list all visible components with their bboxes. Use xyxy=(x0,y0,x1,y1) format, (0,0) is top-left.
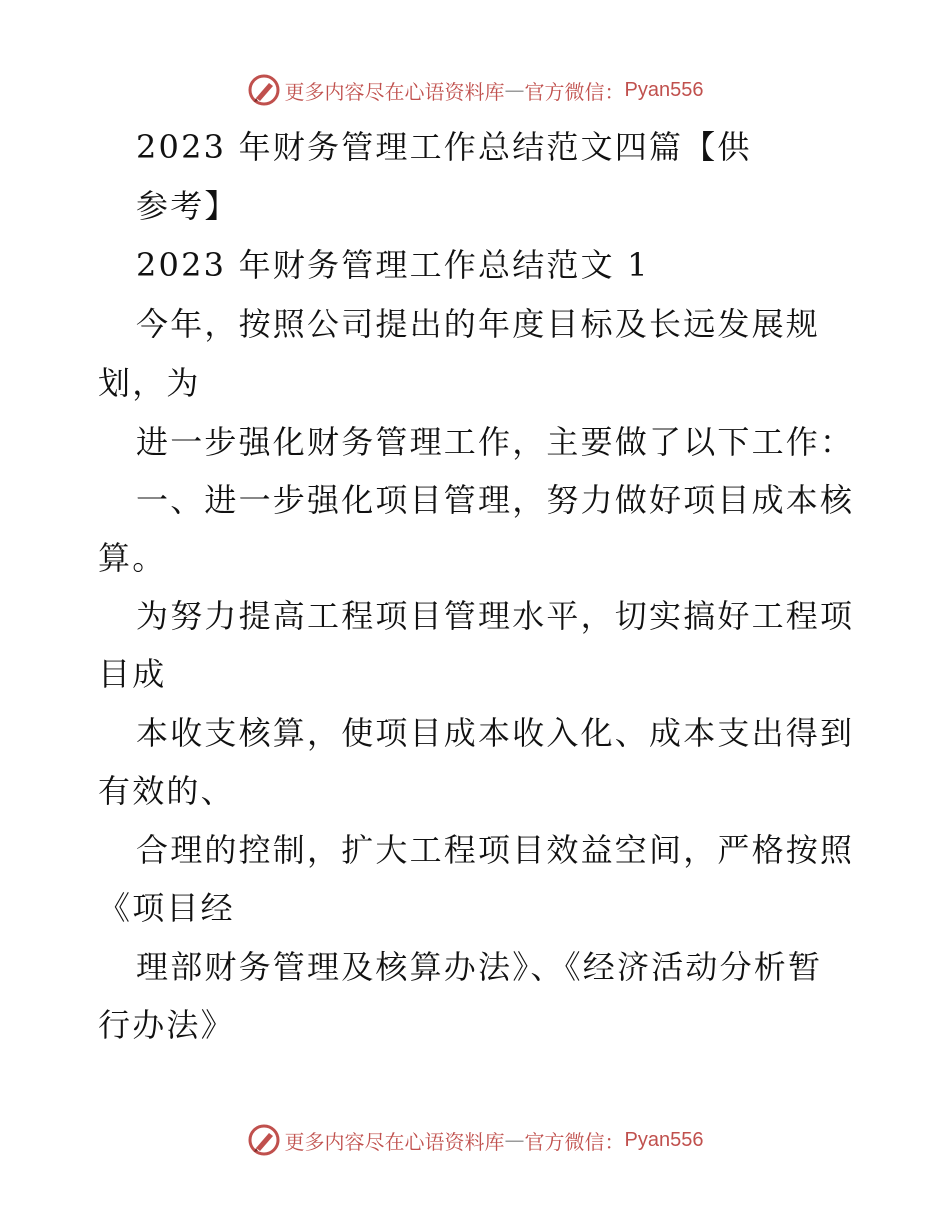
doc-line: 算。 xyxy=(98,539,167,577)
doc-line: 为努力提高工程项目管理水平，切实搞好工程项 xyxy=(136,597,855,635)
watermark-id: Pyan556 xyxy=(624,78,704,101)
pen-logo-icon xyxy=(247,73,281,107)
doc-line: 《项目经 xyxy=(98,889,235,927)
doc-line: 划，为 xyxy=(98,364,201,402)
doc-line: 行办法》 xyxy=(98,1006,235,1044)
doc-line: 今年，按照公司提出的年度目标及长远发展规 xyxy=(136,305,821,343)
doc-subtitle: 2023 年财务管理工作总结范文 1 xyxy=(136,246,650,284)
watermark-label: 官方微信： xyxy=(524,1129,625,1154)
header-watermark xyxy=(0,70,950,110)
watermark-label: 官方微信： xyxy=(524,79,625,104)
watermark-text: 更多内容尽在心语资料库 xyxy=(284,79,505,104)
footer-watermark xyxy=(0,1120,950,1160)
doc-line: 有效的、 xyxy=(98,772,235,810)
doc-line: 本收支核算，使项目成本收入化、成本支出得到 xyxy=(136,714,855,752)
doc-line: 合理的控制，扩大工程项目效益空间，严格按照 xyxy=(136,831,855,869)
watermark-separator: — xyxy=(504,78,525,102)
doc-line: 理部财务管理及核算办法》、《经济活动分析暂 xyxy=(136,948,823,986)
pen-logo-icon xyxy=(247,1123,281,1157)
watermark-id: Pyan556 xyxy=(624,1128,704,1151)
doc-line: 一、进一步强化项目管理，努力做好项目成本核 xyxy=(136,481,855,519)
doc-line: 目成 xyxy=(98,655,167,693)
watermark-text: 更多内容尽在心语资料库 xyxy=(284,1129,505,1154)
doc-title-line-1: 2023 年财务管理工作总结范文四篇【供 xyxy=(136,128,752,166)
doc-title-line-2: 参考】 xyxy=(136,187,239,225)
watermark-separator: — xyxy=(504,1128,525,1152)
doc-line: 进一步强化财务管理工作，主要做了以下工作： xyxy=(136,423,855,461)
